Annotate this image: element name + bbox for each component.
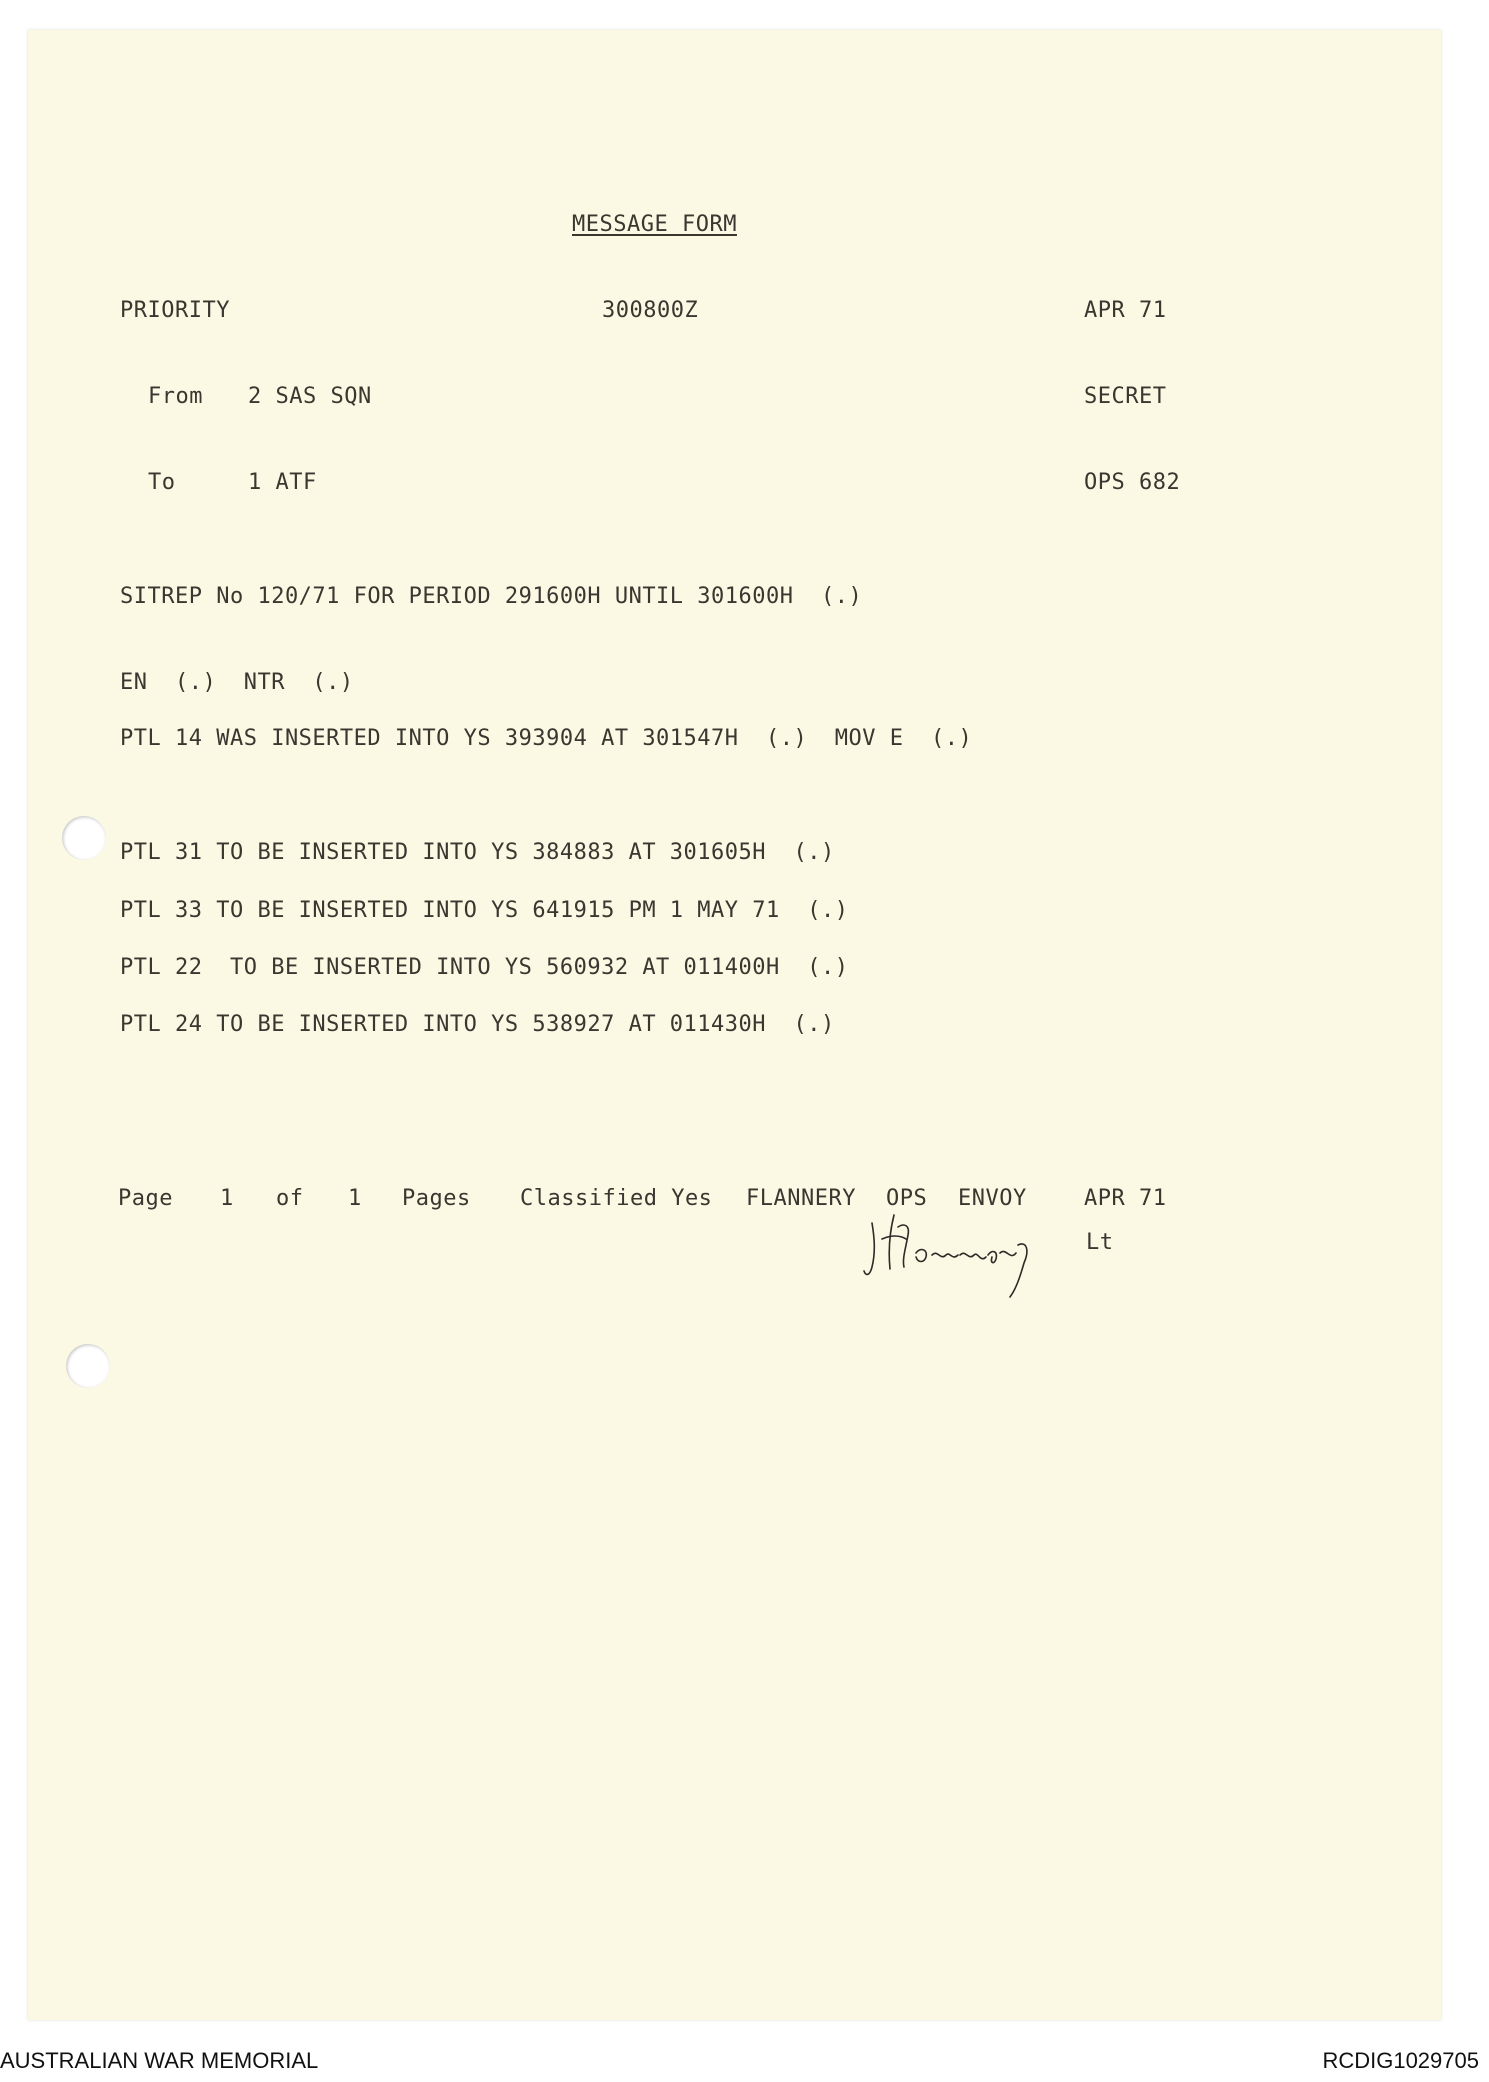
to-value: 1 ATF	[248, 470, 317, 495]
header-month-year: APR 71	[1084, 298, 1167, 323]
body-line: SITREP No 120/71 FOR PERIOD 291600H UNTIL 301600H (.)	[120, 584, 863, 609]
serial-number: OPS 682	[1084, 470, 1181, 495]
archive-item-id: RCDIG1029705	[1322, 2048, 1479, 2073]
body-line: PTL 33 TO BE INSERTED INTO YS 641915 PM 1 MAY 71 (.)	[120, 898, 849, 923]
originator-name: FLANNERY	[746, 1186, 856, 1211]
to-label: To	[148, 470, 176, 495]
page-number: 1	[220, 1186, 234, 1211]
ops-label: OPS	[886, 1186, 928, 1211]
body-line: PTL 31 TO BE INSERTED INTO YS 384883 AT 301605H (.)	[120, 840, 835, 865]
precedence: PRIORITY	[120, 298, 230, 323]
punch-hole-bottom	[66, 1344, 110, 1388]
archive-institution: AUSTRALIAN WAR MEMORIAL	[0, 2048, 319, 2073]
pages-label: Pages	[402, 1186, 471, 1211]
envoy-label: ENVOY	[958, 1186, 1027, 1211]
handwritten-signature	[860, 1205, 1050, 1305]
page-total: 1	[348, 1186, 362, 1211]
body-line: EN (.) NTR (.)	[120, 670, 354, 695]
classified-status: Classified Yes	[520, 1186, 713, 1211]
body-line: PTL 14 WAS INSERTED INTO YS 393904 AT 301547H (.) MOV E (.)	[120, 726, 973, 751]
from-label: From	[148, 384, 203, 409]
punch-hole-top	[62, 816, 106, 860]
page-label: Page	[118, 1186, 173, 1211]
of-label: of	[276, 1186, 304, 1211]
body-line: PTL 22 TO BE INSERTED INTO YS 560932 AT 011400H (.)	[120, 955, 849, 980]
rank: Lt	[1086, 1230, 1114, 1255]
date-time-group: 300800Z	[602, 298, 699, 323]
footer-date: APR 71	[1084, 1186, 1167, 1211]
body-line: PTL 24 TO BE INSERTED INTO YS 538927 AT 011430H (.)	[120, 1012, 835, 1037]
form-title: MESSAGE FORM	[572, 212, 737, 237]
from-value: 2 SAS SQN	[248, 384, 372, 409]
classification: SECRET	[1084, 384, 1167, 409]
